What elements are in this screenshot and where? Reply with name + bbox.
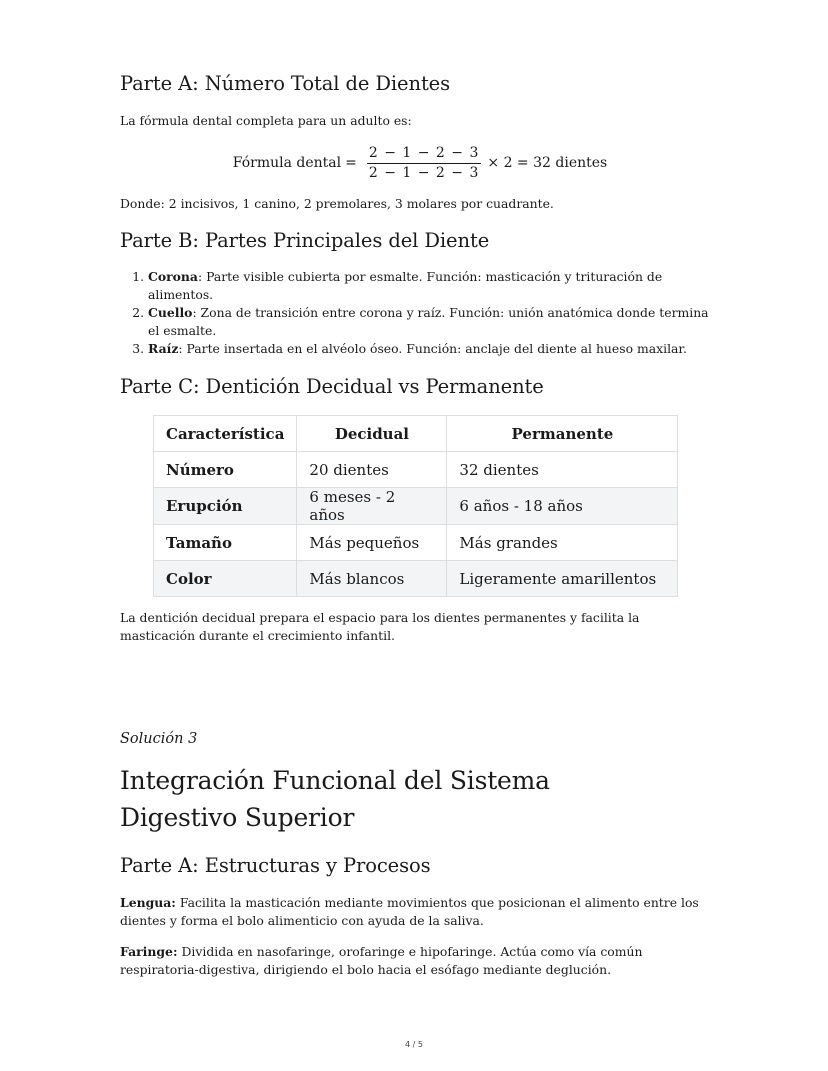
- list-item-term: Raíz: [148, 341, 179, 356]
- list-item-text: : Parte insertada en el alvéolo óseo. Función: anclaje del diente al hueso maxilar.: [178, 341, 687, 356]
- table-row: [154, 561, 678, 597]
- table-cell: Número: [154, 452, 297, 488]
- parte-a-heading: Parte A: Número Total de Dientes: [120, 72, 451, 95]
- table-cell: Más grandes: [447, 525, 678, 561]
- table-cell: Tamaño: [154, 525, 297, 561]
- dental-formula: [120, 142, 720, 184]
- page-number: 4 / 5: [405, 1040, 423, 1049]
- formula-rhs: × 2 = 32 dientes: [487, 155, 608, 171]
- table-cell: Erupción: [154, 488, 297, 525]
- list-item-term: Corona: [148, 269, 198, 284]
- formula-numerator: 2 − 1 − 2 − 3: [368, 144, 480, 161]
- table-row: [154, 452, 678, 488]
- paragraph-text: Dividida en nasofaringe, orofaringe e hipofaringe. Actúa como vía común respiratoria-digestiva, dirigiendo el bolo hacia el esófago mediante deglución.: [120, 944, 643, 977]
- solution-parte-a-heading: Parte A: Estructuras y Procesos: [120, 854, 431, 877]
- paragraph-term: Faringe:: [120, 944, 178, 959]
- solution-title: [120, 762, 550, 836]
- table-header-cell: Decidual: [297, 416, 447, 452]
- table-cell: Ligeramente amarillentos: [447, 561, 678, 597]
- faringe-paragraph: [120, 943, 700, 979]
- formula-lhs: Fórmula dental: [232, 155, 342, 171]
- list-item-text: : Parte visible cubierta por esmalte. Función: masticación y trituración de alimentos.: [148, 269, 663, 302]
- table-row: [154, 525, 678, 561]
- table-cell: Más pequeños: [297, 525, 447, 561]
- lengua-paragraph: [120, 894, 700, 930]
- table-cell: 6 años - 18 años: [447, 488, 678, 525]
- list-item: [148, 268, 718, 304]
- parte-a-intro: La fórmula dental completa para un adulto es:: [120, 113, 412, 128]
- table-header-row: [154, 416, 678, 452]
- list-item-term: Cuello: [148, 305, 193, 320]
- table-cell: Color: [154, 561, 297, 597]
- table-cell: 20 dientes: [297, 452, 447, 488]
- solution-title-line1: Integración Funcional del Sistema: [120, 766, 550, 795]
- parte-b-heading: Parte B: Partes Principales del Diente: [120, 229, 490, 252]
- tooth-parts-list: [120, 268, 718, 358]
- formula-equals: =: [345, 155, 357, 171]
- paragraph-text: Facilita la masticación mediante movimientos que posicionan el alimento entre los dientes y forma el bolo alimenticio con ayuda de la saliva.: [120, 895, 699, 928]
- solution-title-line2: Digestivo Superior: [120, 803, 355, 832]
- table-row: [154, 488, 678, 525]
- parte-c-heading: Parte C: Dentición Decidual vs Permanente: [120, 375, 544, 398]
- list-item: [148, 340, 718, 358]
- list-item: [148, 304, 718, 340]
- formula-denominator: 2 − 1 − 2 − 3: [368, 164, 480, 181]
- table-cell: Más blancos: [297, 561, 447, 597]
- table-header-cell: Permanente: [447, 416, 678, 452]
- table-cell: 6 meses - 2 años: [297, 488, 447, 525]
- parte-c-note: La dentición decidual prepara el espacio para los dientes permanentes y facilita la masticación durante el crecimiento infantil.: [120, 610, 640, 643]
- dentition-table: [153, 415, 678, 597]
- table-cell: 32 dientes: [447, 452, 678, 488]
- list-item-text: : Zona de transición entre corona y raíz. Función: unión anatómica donde termina el esmalte.: [148, 305, 709, 338]
- solution-label: Solución 3: [120, 731, 198, 747]
- table-header-cell: Característica: [154, 416, 297, 452]
- paragraph-term: Lengua:: [120, 895, 176, 910]
- formula-fraction: [367, 144, 482, 183]
- parte-a-note: Donde: 2 incisivos, 1 canino, 2 premolares, 3 molares por cuadrante.: [120, 196, 554, 211]
